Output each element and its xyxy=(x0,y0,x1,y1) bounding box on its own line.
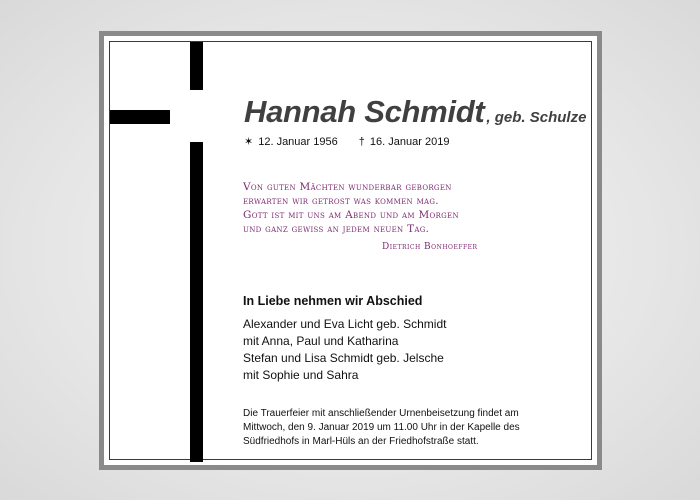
life-dates xyxy=(244,135,467,148)
notice-inner-border xyxy=(109,41,592,460)
deceased-name: Hannah Schmidt xyxy=(244,94,485,129)
poem-line: Gott ist mit uns am Abend und am Morgen xyxy=(243,209,459,221)
poem xyxy=(243,180,459,236)
poem-line: Von guten Mächten wunderbar geborgen xyxy=(243,181,452,193)
poem-line: und ganz gewiss an jedem neuen Tag. xyxy=(243,223,430,235)
mourner-line: mit Anna, Paul und Katharina xyxy=(243,334,399,348)
mourners-list xyxy=(243,316,446,384)
ceremony-line: Südfriedhofs in Marl-Hüls an der Friedhofstraße statt. xyxy=(243,436,479,447)
poem-author: Dietrich Bonhoeffer xyxy=(382,242,478,252)
obituary-notice xyxy=(99,31,602,470)
ceremony-info xyxy=(243,407,573,449)
mourner-line: mit Sophie und Sahra xyxy=(243,368,359,382)
ceremony-line: Die Trauerfeier mit anschließender Urnenbeisetzung findet am xyxy=(243,408,519,419)
farewell-heading: In Liebe nehmen wir Abschied xyxy=(243,294,423,308)
birth-date: 12. Januar 1956 xyxy=(258,136,338,148)
cross-icon-lower-bar xyxy=(190,142,203,462)
maiden-name: , geb. Schulze xyxy=(486,109,587,126)
birth-star-icon: ✶ xyxy=(244,136,254,148)
cross-icon-crossbar xyxy=(110,110,170,124)
deceased-name-line xyxy=(244,94,586,130)
death-cross-icon: † xyxy=(358,136,365,148)
cross-icon-upper-bar xyxy=(190,42,203,90)
mourner-line: Stefan und Lisa Schmidt geb. Jelsche xyxy=(243,351,444,365)
ceremony-line: Mittwoch, den 9. Januar 2019 um 11.00 Uhr in der Kapelle des xyxy=(243,422,520,433)
poem-line: erwarten wir getrost was kommen mag. xyxy=(243,195,439,207)
death-date: 16. Januar 2019 xyxy=(369,136,450,148)
mourner-line: Alexander und Eva Licht geb. Schmidt xyxy=(243,317,447,331)
